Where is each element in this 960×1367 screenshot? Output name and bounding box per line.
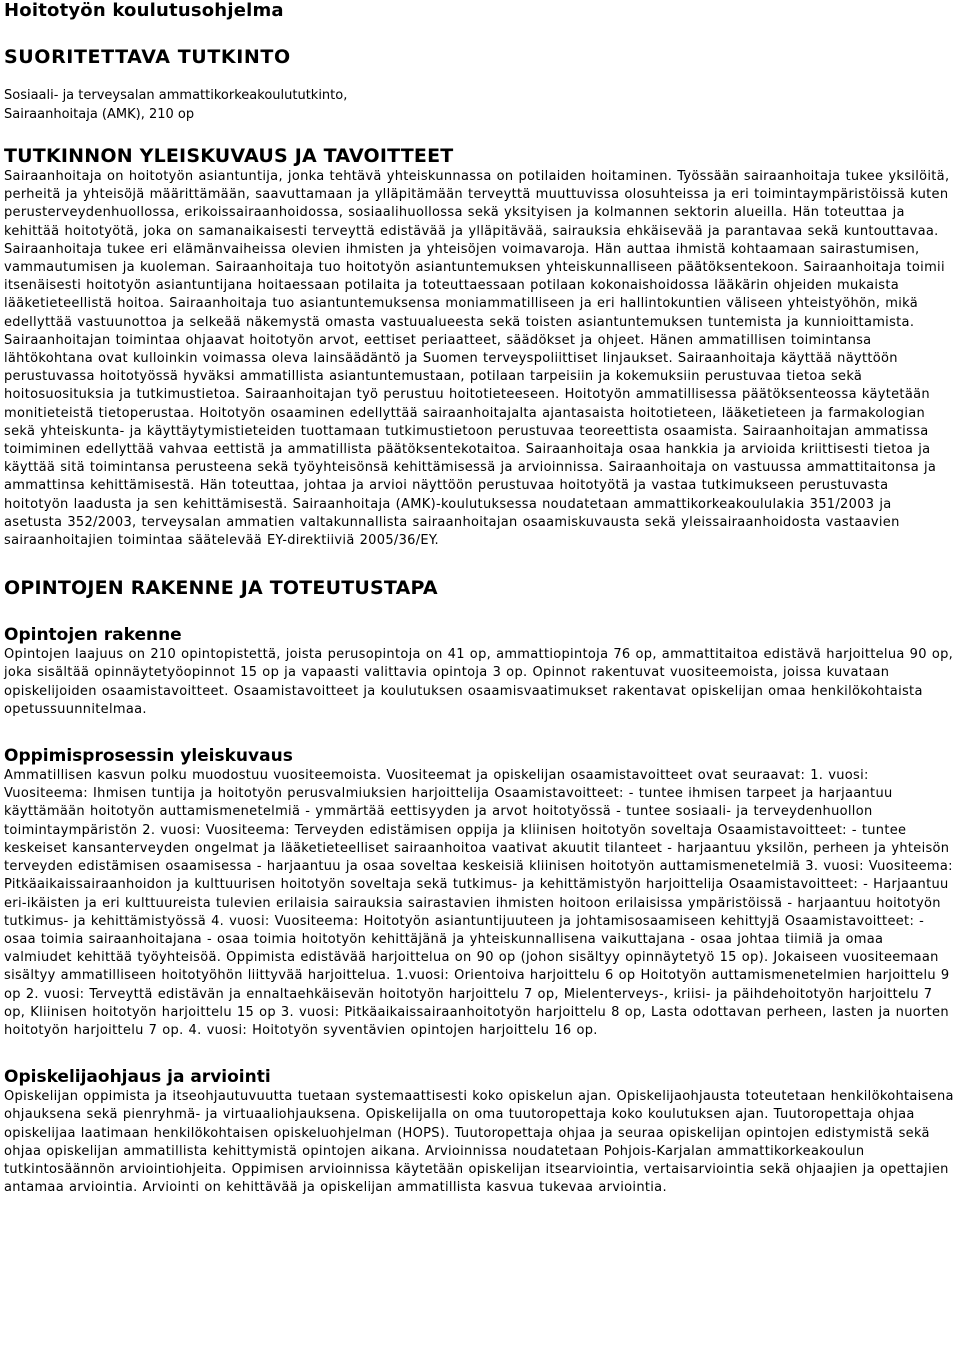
degree-block	[4, 87, 954, 124]
document-title: Hoitotyön koulutusohjelma	[4, 0, 284, 21]
section-heading-opiskelijaohjaus: Opiskelijaohjaus ja arviointi	[4, 1067, 271, 1088]
section-paragraph-opiskelijaohjaus: Opiskelijan oppimista ja itseohjautuvuutta tuetaan systemaattisesti koko opiskelun ajan. Opiskelijaohjausta toteutetaan henkilökohtaisena ohjauksena sekä pienryhmä- ja virtuaaliohjauksena. Opiskelijalla on oma tuutoropettaja koko koulutuksen ajan. Tuutoropettaja ohjaa opiskelijaa laatimaan henkilökohtaisen opiskeluohjelman (HOPS). Tuutoropettaja ohjaa ja seuraa opiskelijan opintojen edistymistä sekä ohjaa opiskelijan ammatillista kehittymistä opintojen aikana. Arvioinnissa noudatetaan Pohjois-Karjalan ammattikorkeakoulun tutkintosäännön arviointiohjeita. Oppimisen arvioinnissa käytetään opiskelijan itsearviointia, vertaisarviointia sekä ohjaajien ja opettajien antamaa arviointia. Arviointi on kehittävää ja opiskelijan ammatillista kasvua tukevaa arviointia.	[4, 1089, 954, 1196]
degree-line-2: Sairaanhoitaja (AMK), 210 op	[4, 106, 195, 122]
section-heading-opintojen-rakenne: Opintojen rakenne	[4, 625, 182, 646]
section-paragraph-oppimisprosessi: Ammatillisen kasvun polku muodostuu vuositeemoista. Vuositeemat ja opiskelijan osaamistavoitteet ovat seuraavat: 1. vuosi: Vuositeema: Ihmisen tuntija ja hoitotyön perusvalmiuksien harjoittelija Osaamistavoitteet: - tuntee ihmisen tarpeet ja harjaantuu käyttämään hoitotyön auttamismenetelmiä - ymmärtää eettisyyden ja arvot hoitotyössä - tuntee sosiaali- ja terveydenhuollon toimintaympäristön 2. vuosi: Vuositeema: Terveyden edistämisen oppija ja kliinisen hoitotyön soveltaja Osaamistavoitteet: - tuntee keskeiset kansanterveyden ongelmat ja lääketieteelliset sairaanhoitoa vaativat akuutit tilanteet - harjaantuu yksilön, perheen ja yhteisön terveyden edistämisen osaamisessa - harjaantuu ja osaa soveltaa keskeisiä kliinisen hoitotyön auttamismenetelmiä 3. vuosi: Vuositeema: Pitkäaikaissairaanhoidon ja kulttuurisen hoitotyön soveltaja sekä tutkimus- ja kehittämistyön harjoittelija Osaamistavoitteet: - Harjaantuu eri-ikäisten ja eri kulttuureista tulevien erilaisia sairauksia sairastavien ihmisten hoitoon erilaisissa ympäristöissä - harjaantuu hoitotyön tutkimus- ja kehittämistyössä 4. vuosi: Vuositeema: Hoitotyön asiantuntijuuteen ja johtamisosaamiseen kehittyjä Osaamistavoitteet: - osaa toimia sairaanhoitajana - osaa toimia hoitotyön kehittäjänä ja yhteiskunnallisena vaikuttajana - osaa johtaa tiimiä ja omaa valmiudet kehittää työyhteisöä. Oppimista edistävää harjoittelua on 90 op (johon sisältyy opinnäytetyö 15 op). Jokaiseen vuositeemaan sisältyy ammatilliseen hoitotyöhön liittyvää harjoittelua. 1.vuosi: Orientoiva harjoittelu 6 op Hoitotyön auttamismenetelmien harjoittelu 9 op 2. vuosi: Terveyttä edistävän ja ennaltaehkäisevän hoitotyön harjoittelu 7 op, Mielenterveys-, kriisi- ja päihdehoitotyön harjoittelu 7 op, Kliinisen hoitotyön harjoittelu 15 op 3. vuosi: Pitkäaikaissairaanhoitotyön harjoittelu 8 op, Lasta odottavan perheen, lasten ja nuorten hoitotyön harjoittelu 7 op. 4. vuosi: Hoitotyön syventävien opintojen harjoittelu 16 op.	[4, 768, 953, 1038]
structure-heading: OPINTOJEN RAKENNE JA TOTEUTUSTAPA	[4, 577, 438, 600]
overview-heading: TUTKINNON YLEISKUVAUS JA TAVOITTEET	[4, 145, 454, 167]
section-heading-oppimisprosessi: Oppimisprosessin yleiskuvaus	[4, 746, 293, 767]
section-paragraph-opintojen-rakenne: Opintojen laajuus on 210 opintopistettä, joista perusopintoja on 41 op, ammattiopintoja 76 op, ammattitaitoa edistävä harjoittelua 90 op, joka sisältää opinnäytetyöopinnot 15 op ja vapaasti valittavia opintoja 3 op. Opinnot rakentuvat vuositeemoista, joissa kuvataan opiskelijoiden osaamistavoitteet. Osaamistavoitteet ja koulutuksen osaamisvaatimukset rakentavat opiskelijan omaa henkilökohtaista opetussuunnitelmaa.	[4, 647, 954, 717]
degree-heading: SUORITETTAVA TUTKINTO	[4, 46, 291, 68]
degree-line-1: Sosiaali- ja terveysalan ammattikorkeakoulututkinto,	[4, 88, 348, 103]
overview-paragraph: Sairaanhoitaja on hoitotyön asiantuntija, jonka tehtävä yhteiskunnassa on potilaiden hoitaminen. Työssään sairaanhoitaja tukee yksilöitä, perheitä ja yhteisöjä määrittämään, saavuttamaan ja ylläpitämään terveyttä muuttuvissa olosuhteissa ja eri toimintaympäristöissä kuten perusterveydenhuollossa, erikoissairaanhoidossa, sosiaalihuollossa sekä yksityisen ja kolmannen sektorin alueilla. Hän toteuttaa ja kehittää hoitotyötä, joka on samanaikaisesti terveyttä edistävää ja ylläpitävää, sairauksia ehkäisevää ja parantavaa sekä kuntouttavaa. Sairaanhoitaja tukee eri elämänvaiheissa olevien ihmisten ja yhteisöjen voimavaroja. Hän auttaa ihmistä kohtaamaan sairastumisen, vammautumisen ja kuoleman. Sairaanhoitaja tuo hoitotyön asiantuntemuksen yhteiskunnalliseen päätöksentekoon. Sairaanhoitaja toimii itsenäisesti hoitotyön asiantuntijana hoitaessaan potilaita ja toteuttaessaan potilaan kokonaishoidossa lääkärin ohjeiden mukaista lääketieteellistä hoitoa. Sairaanhoitaja tuo asiantuntemuksensa moniammatilliseen ja eri hallintokuntien väliseen yhteistyöhön, mikä edellyttää vastuunottoa ja selkeää näkemystä omasta vastuualueesta sekä toisten asiantuntemuksen tuntemista ja kunnioittamista. Sairaanhoitajan toimintaa ohjaavat hoitotyön arvot, eettiset periaatteet, säädökset ja ohjeet. Hänen ammatillisen toimintansa lähtökohtana ovat kulloinkin voimassa oleva lainsäädäntö ja Suomen terveyspoliittiset linjaukset. Sairaanhoitaja käyttää näyttöön perustuvassa hoitotyössä hyväksi ammatillista asiantuntemustaan, potilaan tarpeisiin ja kokemuksiin perustuvaa tietoa sekä hoitosuosituksia ja tutkimustietoa. Sairaanhoitajan työ perustuu hoitotieteeseen. Hoitotyön ammatillisessa päätöksenteossa käytetään monitieteistä tietoperustaa. Hoitotyön osaaminen edellyttää sairaanhoitajalta ajantasaista hoitotieteen, lääketieteen ja farmakologian sekä yhteiskunta- ja käyttäytymistieteiden tuottamaan tutkimustietoon perustuvaa teoreettista osaamista. Sairaanhoitajan ammatissa toimiminen edellyttää vahvaa eettistä ja ammatillista päätöksentekotaitoa. Sairaanhoitaja osaa hankkia ja arvioida kriittisesti tietoa ja käyttää sitä toimintansa perusteena sekä työyhteisönsä kehittämisessä ja arvioinnissa. Sairaanhoitaja on vastuussa ammattitaitonsa ja ammattinsa kehittämisestä. Hän toteuttaa, johtaa ja arvioi näyttöön perustuvaa hoitotyötä ja vastaa tutkimukseen perustuvasta hoitotyön laadusta ja sen kehittämisestä. Sairaanhoitaja (AMK)-koulutuksessa noudatetaan ammattikorkeakoululakia 351/2003 ja asetusta 352/2003, terveysalan ammatien valtakunnallista sairaanhoitajan osaamiskuvausta sekä yleissairaanhoidosta vastaavien sairaanhoitajien toimintaa säätelevää EY-direktiiviä 2005/36/EY.	[4, 169, 950, 549]
